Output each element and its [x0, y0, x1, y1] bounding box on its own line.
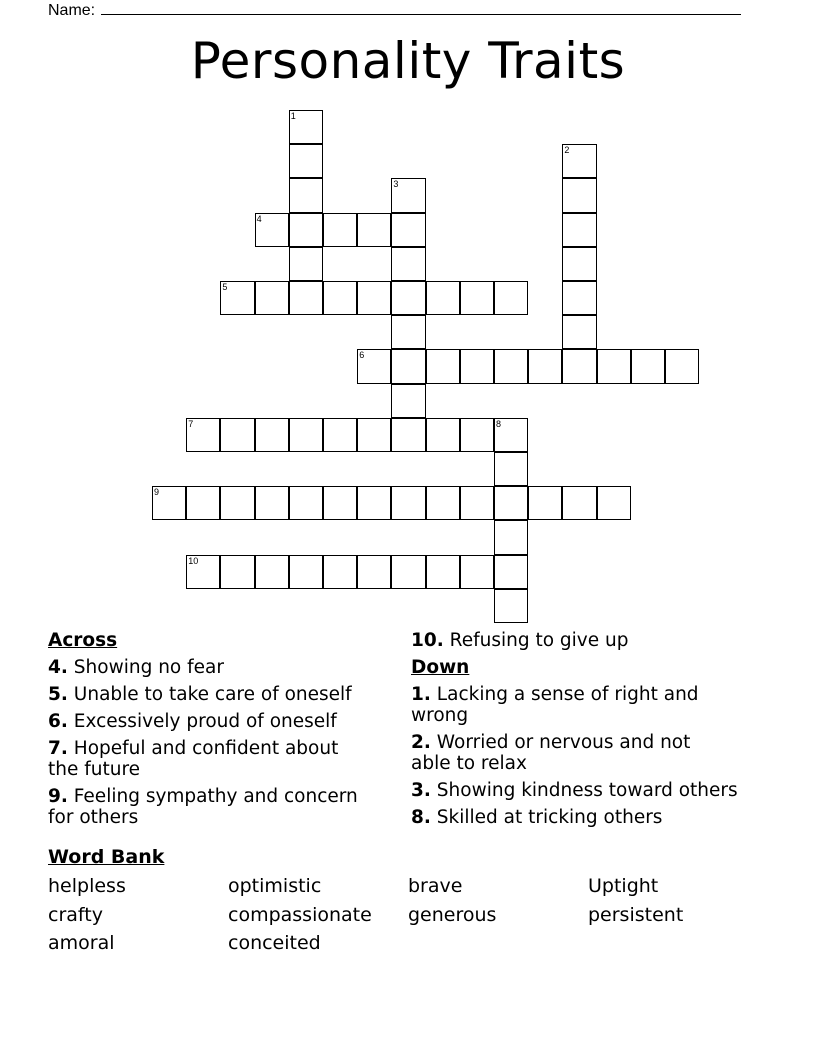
- word-bank-item: conceited: [228, 932, 321, 954]
- grid-cell[interactable]: [255, 213, 289, 247]
- grid-cell[interactable]: [289, 247, 323, 281]
- grid-cell[interactable]: [391, 281, 425, 315]
- word-bank-item: Uptight: [588, 875, 659, 897]
- grid-cell[interactable]: [528, 349, 562, 383]
- grid-cell[interactable]: [426, 281, 460, 315]
- grid-cell[interactable]: [597, 349, 631, 383]
- grid-cell[interactable]: [562, 213, 596, 247]
- grid-cell[interactable]: [289, 213, 323, 247]
- grid-cell[interactable]: [460, 555, 494, 589]
- grid-cell[interactable]: [391, 315, 425, 349]
- grid-cell[interactable]: [460, 281, 494, 315]
- clue-down-8: 8. Skilled at tricking others: [411, 807, 663, 828]
- clue-number: 5: [222, 282, 228, 292]
- clue-number: 6: [359, 350, 365, 361]
- clue-down-3: 3. Showing kindness toward others: [411, 780, 738, 801]
- word-bank-title: Word Bank: [48, 846, 165, 868]
- grid-cell[interactable]: [391, 555, 425, 589]
- grid-cell[interactable]: [494, 589, 528, 623]
- grid-cell[interactable]: [357, 486, 391, 520]
- grid-cell[interactable]: [289, 486, 323, 520]
- grid-cell[interactable]: [494, 555, 528, 589]
- clue-column-right: [411, 630, 751, 834]
- clue-across-5: 5. Unable to take care of oneself: [48, 684, 352, 705]
- grid-cell[interactable]: [494, 452, 528, 486]
- grid-cell[interactable]: [562, 281, 596, 315]
- grid-cell[interactable]: [357, 555, 391, 589]
- grid-cell[interactable]: [186, 486, 220, 520]
- grid-cell[interactable]: [494, 520, 528, 554]
- clue-number: 1: [290, 111, 296, 121]
- grid-cell[interactable]: [289, 281, 323, 315]
- grid-cell[interactable]: [391, 384, 425, 418]
- grid-cell[interactable]: [494, 418, 528, 452]
- grid-cell[interactable]: [357, 349, 391, 383]
- grid-cell[interactable]: [426, 555, 460, 589]
- clue-number: 3: [393, 179, 399, 190]
- grid-cell[interactable]: [494, 349, 528, 383]
- grid-cell[interactable]: [562, 144, 596, 178]
- grid-cell[interactable]: [391, 178, 425, 212]
- grid-cell[interactable]: [152, 486, 186, 520]
- grid-cell[interactable]: [255, 486, 289, 520]
- grid-cell[interactable]: [220, 281, 254, 315]
- grid-cell[interactable]: [357, 418, 391, 452]
- grid-cell[interactable]: [391, 418, 425, 452]
- grid-cell[interactable]: [597, 486, 631, 520]
- word-bank-item: brave: [408, 875, 463, 897]
- grid-cell[interactable]: [186, 555, 220, 589]
- grid-cell[interactable]: [289, 110, 323, 144]
- clue-number: 10: [188, 555, 199, 566]
- word-bank-item: amoral: [48, 932, 115, 954]
- clue-number: 9: [154, 487, 160, 498]
- grid-cell[interactable]: [528, 486, 562, 520]
- grid-cell[interactable]: [562, 349, 596, 383]
- clue-across-7: 7. Hopeful and confident about the future: [48, 738, 339, 780]
- clue-across-10: 10. Refusing to give up: [411, 630, 629, 651]
- clue-down-1: 1. Lacking a sense of right and wrong: [411, 684, 699, 726]
- word-bank-item: helpless: [48, 875, 126, 897]
- word-bank-item: generous: [408, 904, 497, 926]
- grid-cell[interactable]: [289, 144, 323, 178]
- grid-cell[interactable]: [255, 281, 289, 315]
- word-bank-item: persistent: [588, 904, 684, 926]
- clue-number: 8: [496, 418, 502, 429]
- page-title: Personality Traits: [190, 32, 626, 90]
- grid-cell[interactable]: [631, 349, 665, 383]
- grid-cell[interactable]: [391, 349, 425, 383]
- grid-cell[interactable]: [186, 418, 220, 452]
- name-label: Name:: [48, 2, 96, 19]
- grid-cell[interactable]: [289, 555, 323, 589]
- grid-cell[interactable]: [426, 418, 460, 452]
- clue-across-6: 6. Excessively proud of oneself: [48, 711, 337, 732]
- grid-cell[interactable]: [255, 555, 289, 589]
- grid-cell[interactable]: [426, 349, 460, 383]
- grid-cell[interactable]: [494, 486, 528, 520]
- grid-cell[interactable]: [323, 555, 357, 589]
- grid-cell[interactable]: [323, 418, 357, 452]
- word-bank-item: optimistic: [228, 875, 322, 897]
- clue-number: 7: [188, 418, 194, 429]
- clue-number: 2: [564, 145, 570, 156]
- grid-cell[interactable]: [391, 213, 425, 247]
- clue-column-left: [48, 630, 388, 834]
- grid-cell[interactable]: [289, 418, 323, 452]
- grid-cell[interactable]: [426, 486, 460, 520]
- clue-across-4: 4. Showing no fear: [48, 657, 224, 678]
- grid-cell[interactable]: [220, 555, 254, 589]
- down-heading: Down: [411, 657, 470, 678]
- grid-cell[interactable]: [391, 247, 425, 281]
- grid-cell[interactable]: [255, 418, 289, 452]
- grid-cell[interactable]: [357, 281, 391, 315]
- grid-cell[interactable]: [460, 418, 494, 452]
- grid-cell[interactable]: [562, 178, 596, 212]
- clue-across-9: 9. Feeling sympathy and concern for others: [48, 786, 358, 828]
- grid-cell[interactable]: [220, 418, 254, 452]
- grid-cell[interactable]: [460, 486, 494, 520]
- word-bank-item: crafty: [48, 904, 103, 926]
- grid-cell[interactable]: [323, 281, 357, 315]
- grid-cell[interactable]: [391, 486, 425, 520]
- grid-cell[interactable]: [562, 486, 596, 520]
- grid-cell[interactable]: [357, 213, 391, 247]
- grid-cell[interactable]: [220, 486, 254, 520]
- grid-cell[interactable]: [460, 349, 494, 383]
- word-bank-item: compassionate: [228, 904, 372, 926]
- grid-cell[interactable]: [494, 281, 528, 315]
- grid-cell[interactable]: [665, 349, 699, 383]
- grid-cell[interactable]: [323, 213, 357, 247]
- across-heading: Across: [48, 630, 118, 651]
- grid-cell[interactable]: [562, 247, 596, 281]
- grid-cell[interactable]: [323, 486, 357, 520]
- grid-cell[interactable]: [289, 178, 323, 212]
- clue-number: 4: [256, 213, 262, 224]
- clue-down-2: 2. Worried or nervous and not able to relax: [411, 732, 691, 774]
- grid-cell[interactable]: [562, 315, 596, 349]
